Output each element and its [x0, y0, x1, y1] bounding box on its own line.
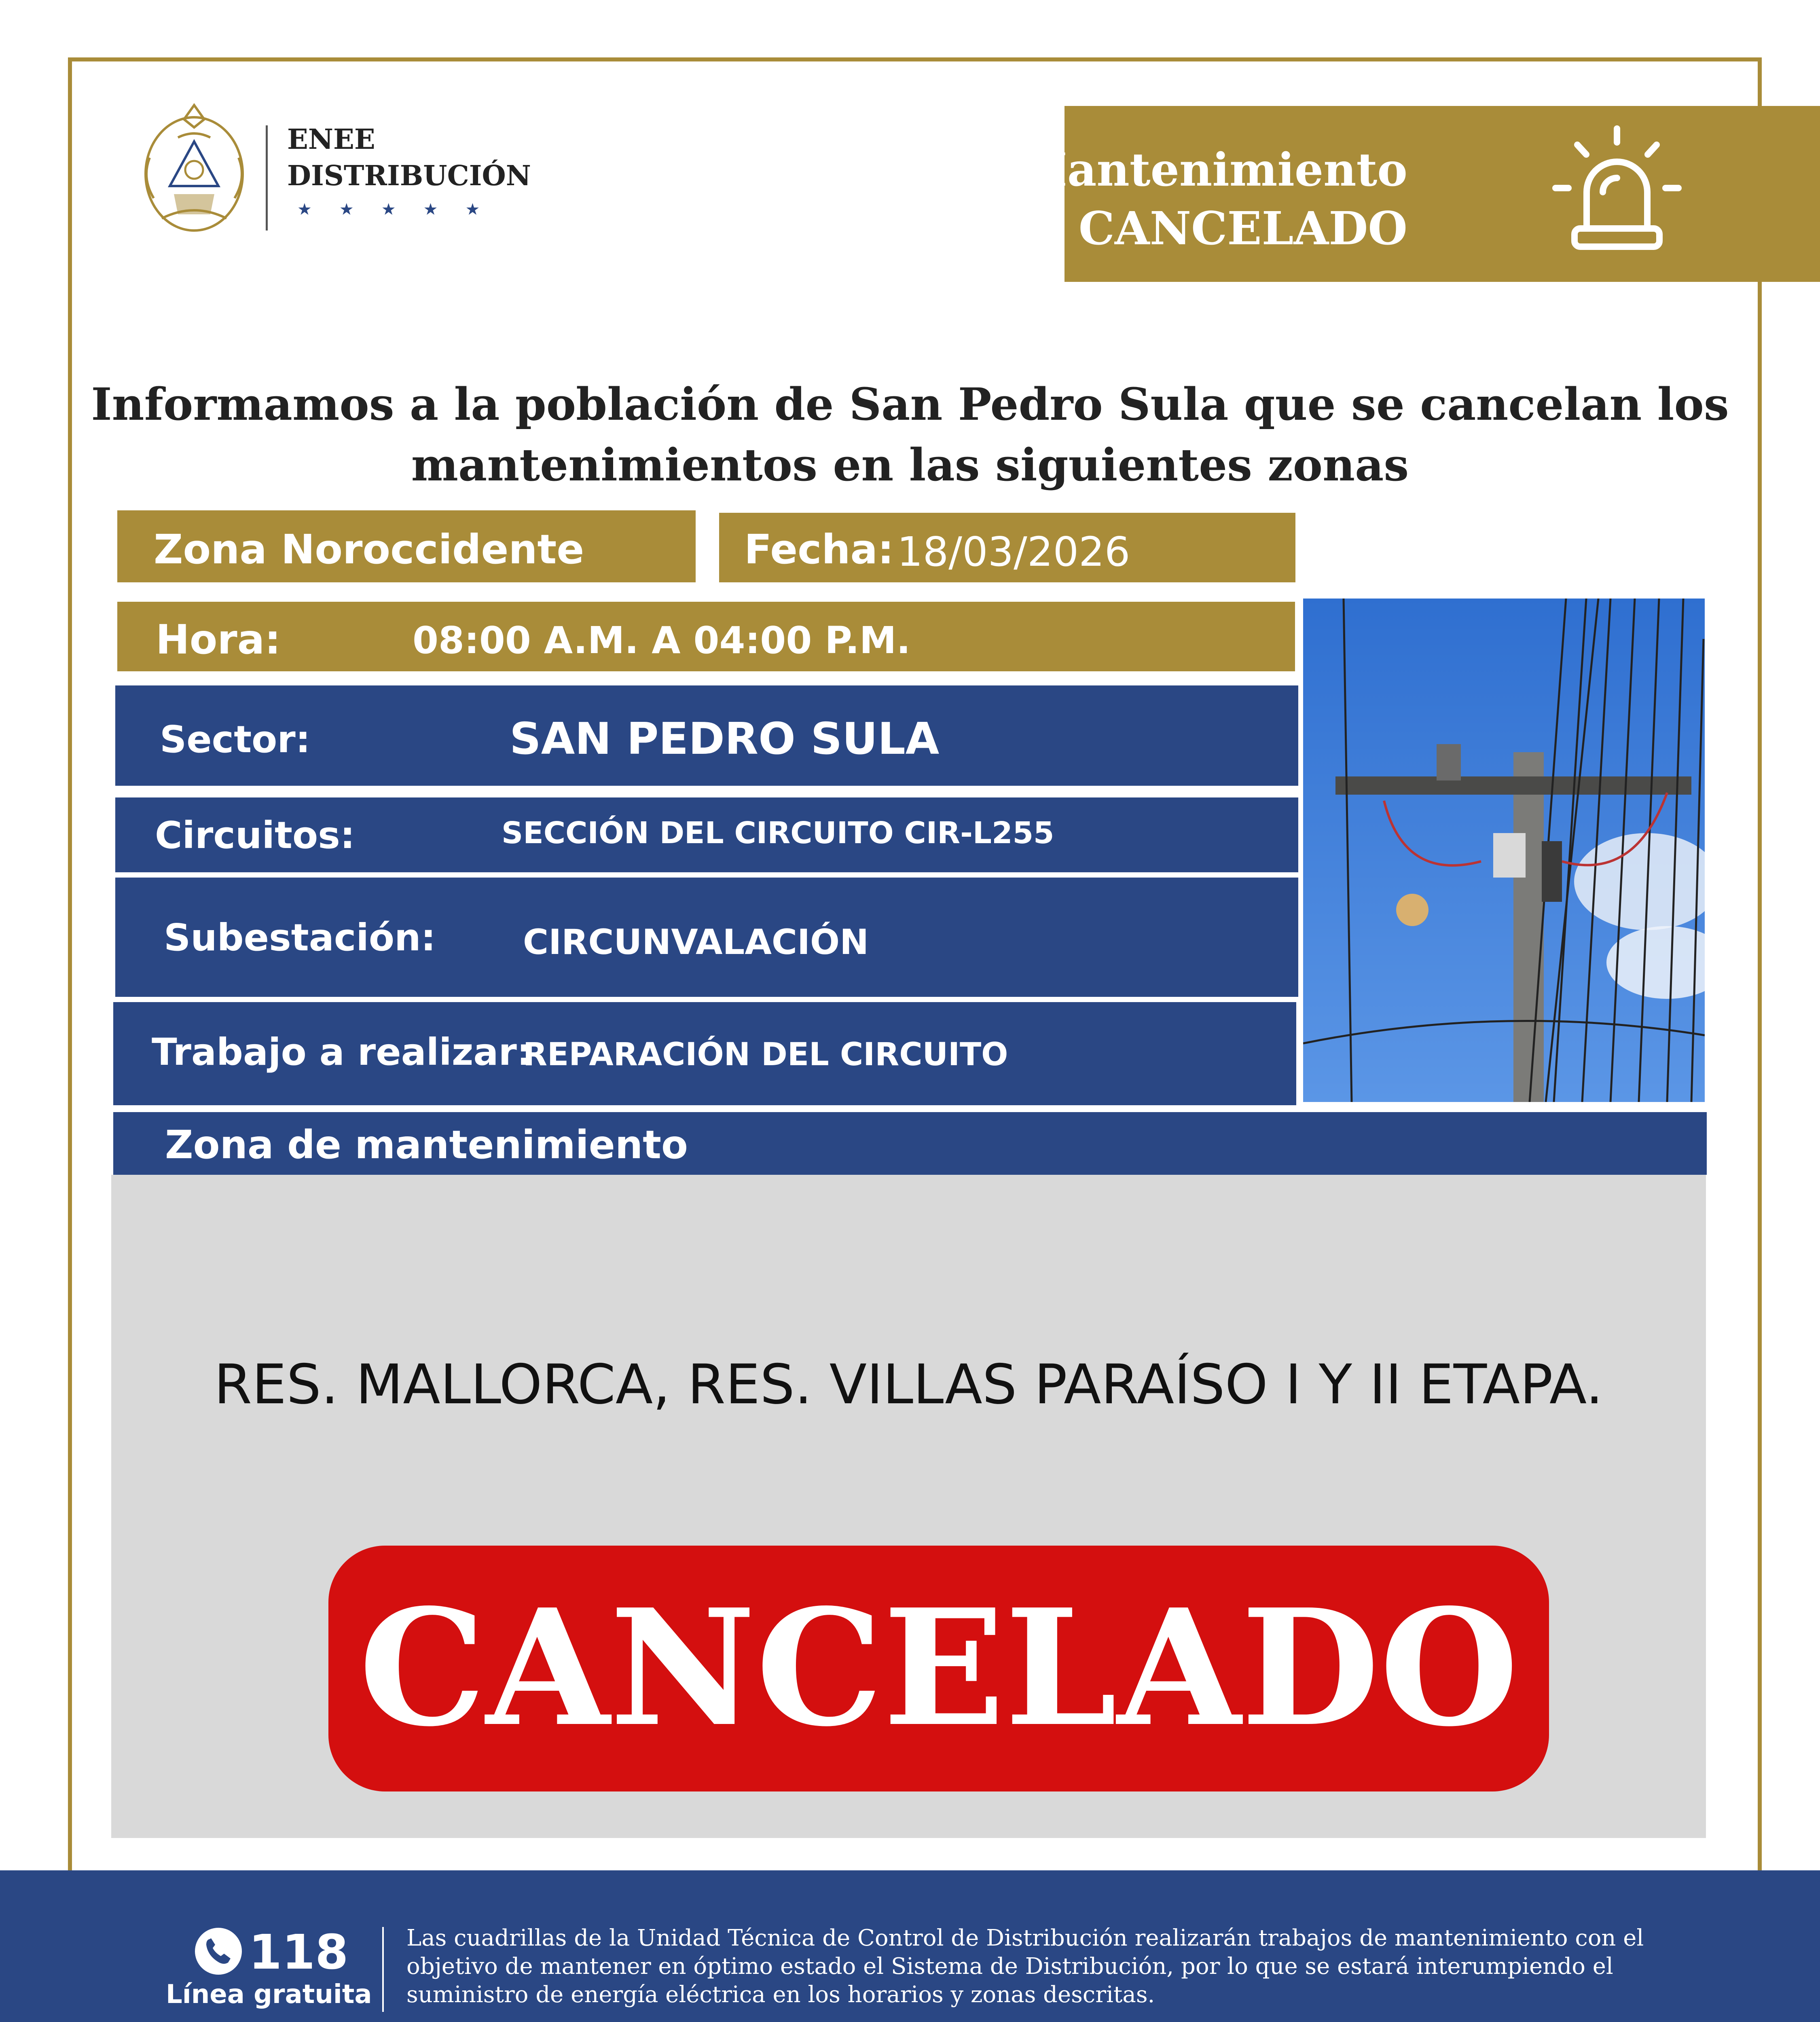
footer-notice: Las cuadrillas de la Unidad Técnica de Control de Distribución realizarán trabajos de mantenimiento con el objetivo de mantener en óptimo estado el Sistema de Distribución, por lo que se estará interumpiendo el suministro de energía eléctrica en los horarios y zonas descritas. [406, 1925, 1644, 2008]
subestacion-label: Subestación: [164, 916, 436, 959]
subestacion-value: CIRCUNVALACIÓN [523, 922, 869, 962]
affected-zones: RES. MALLORCA, RES. VILLAS PARAÍSO I Y II ETAPA. [214, 1353, 1603, 1416]
fecha-value: 18/03/2026 [897, 528, 1130, 575]
sector-label: Sector: [160, 718, 311, 761]
trabajo-label: Trabajo a realizar: [152, 1030, 532, 1074]
brand-distribucion: DISTRIBUCIÓN [287, 160, 531, 192]
zona-mantenimiento-bar [113, 1112, 1707, 1175]
logo-divider [266, 125, 268, 231]
footer-divider [382, 1927, 384, 2012]
phone-icon [194, 1927, 243, 1975]
sector-box [115, 685, 1298, 786]
trabajo-value: REPARACIÓN DEL CIRCUITO [523, 1036, 1008, 1073]
circuitos-box [115, 797, 1298, 872]
alarm-siren-icon [1552, 125, 1682, 255]
brand-stars: ★★★★★ [297, 200, 508, 219]
hora-label: Hora: [156, 616, 281, 663]
cancelado-stamp-text: CANCELADO [358, 1574, 1519, 1762]
banner-title-line1: Mantenimiento [1017, 144, 1407, 197]
banner-title-line2: CANCELADO [1078, 202, 1407, 255]
fecha-box [719, 513, 1295, 582]
headline: Informamos a la población de San Pedro Sula que se cancelan los mantenimientos en las siguientes zonas [91, 378, 1729, 491]
utility-pole-photo [1303, 599, 1705, 1102]
zona-label: Zona Noroccidente [154, 526, 584, 573]
fecha-label: Fecha: [744, 526, 894, 573]
coat-of-arms-logo [133, 97, 255, 247]
zona-box [117, 510, 696, 582]
brand-enee: ENEE [287, 123, 375, 156]
hora-value: 08:00 A.M. A 04:00 P.M. [413, 619, 911, 662]
circuitos-value: SECCIÓN DEL CIRCUITO CIR-L255 [502, 816, 1054, 850]
hora-box [117, 602, 1295, 671]
phone-label: Línea gratuita [166, 1980, 372, 2009]
subestacion-box [115, 878, 1298, 997]
trabajo-box [113, 1002, 1296, 1105]
circuitos-label: Circuitos: [155, 814, 355, 857]
zona-mantenimiento-label: Zona de mantenimiento [165, 1122, 688, 1168]
phone-number: 118 [249, 1924, 349, 1980]
sector-value: SAN PEDRO SULA [510, 714, 940, 764]
